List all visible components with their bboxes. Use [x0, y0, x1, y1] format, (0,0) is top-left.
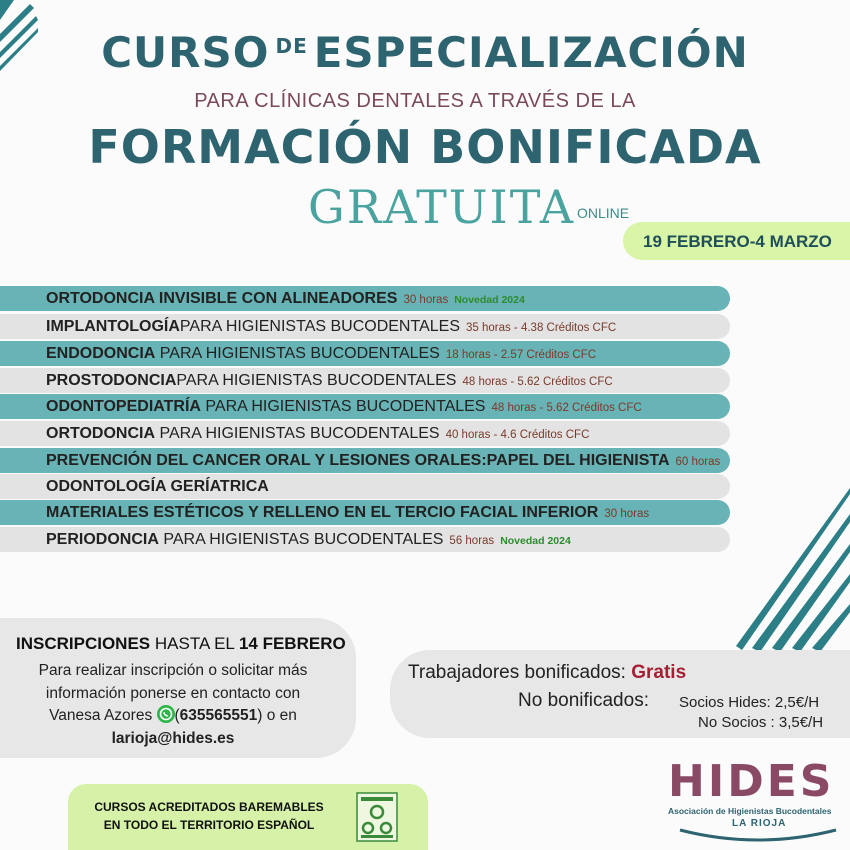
course-hours: 35 horas - 4.38 Créditos CFC [465, 322, 617, 334]
course-name: ODONTOLOGÍA GERÍATRICA [46, 478, 269, 495]
no-socios-price: No Socios : 3,5€/H [698, 714, 824, 731]
course-row [0, 286, 730, 311]
title-gratuita: GRATUITA [308, 180, 576, 234]
course-name: ORTODONCIA INVISIBLE CON ALINEADORES [46, 290, 398, 307]
title-especializacion: ESPECIALIZACIÓN [313, 28, 749, 77]
contact-phone[interactable]: 635565551 [179, 707, 258, 724]
course-hours: 56 horas [449, 535, 495, 547]
workers-price-line [408, 662, 686, 684]
course-hours: 60 horas [675, 456, 721, 468]
non-bonificados-label: No bonificados: [518, 690, 649, 711]
course-title [46, 504, 649, 522]
socios-price: Socios Hides: 2,5€/H [679, 694, 820, 711]
date-range: 19 FEBRERO-4 MARZO [643, 232, 832, 251]
course-row [0, 421, 730, 446]
course-row [0, 394, 730, 419]
inscriptions-heading [16, 634, 346, 654]
course-name: IMPLANTOLOGÍA [46, 318, 180, 335]
contact-or: o en [262, 707, 297, 724]
course-hours: 48 horas - 5.62 Créditos CFC [462, 376, 613, 388]
course-new-badge: Novedad 2024 [500, 535, 571, 547]
accredited-line-1: CURSOS ACREDITADOS BAREMABLES [94, 800, 324, 814]
course-audience: PARA HIGIENISTAS BUCODENTALES [158, 531, 444, 548]
course-audience: PARA HIGIENISTAS BUCODENTALES [179, 318, 460, 335]
workers-value: Gratis [631, 662, 687, 683]
inscriptions-line-1: Para realizar inscripción o solicitar más [38, 662, 308, 679]
inscriptions-line-2: información ponerse en contacto con [45, 684, 301, 702]
workers-label: Trabajadores bonificados: [408, 662, 632, 683]
accredited-line-2: EN TODO EL TERRITORIO ESPAÑOL [103, 818, 315, 832]
course-title [46, 425, 589, 443]
contact-email[interactable]: larioja@hides.es [111, 729, 235, 747]
course-name: ENDODONCIA [46, 345, 156, 362]
course-title [46, 531, 571, 549]
course-row [0, 500, 730, 525]
course-name: ODONTOPEDIATRÍA [46, 398, 201, 415]
course-name: PREVENCIÓN DEL CANCER ORAL Y LESIONES ORALES:PAPEL DEL HIGIENISTA [46, 452, 670, 469]
inscriptions-line-3: Vanesa Azores (635565551) o en [49, 707, 297, 724]
course-hours: 30 horas [403, 294, 449, 306]
course-title [46, 372, 613, 390]
subtitle: PARA CLÍNICAS DENTALES A TRAVÉS DE LA [194, 90, 636, 112]
course-title [46, 478, 269, 496]
course-title [46, 290, 525, 308]
course-row [0, 527, 730, 552]
course-audience: PARA HIGIENISTAS BUCODENTALES [200, 398, 486, 415]
hides-logo-swoosh [678, 826, 838, 844]
course-name: ORTODONCIA [46, 425, 156, 442]
course-row [0, 448, 730, 473]
course-title [46, 452, 720, 470]
course-name: MATERIALES ESTÉTICOS Y RELLENO EN EL TERCIO FACIAL INFERIOR [46, 504, 599, 521]
cfc-accreditation-logo [356, 792, 398, 842]
course-title [46, 345, 596, 363]
course-hours: 18 horas - 2.57 Créditos CFC [445, 349, 597, 361]
course-audience: PARA HIGIENISTAS BUCODENTALES [155, 425, 440, 442]
inscriptions-heading-b: HASTA EL [150, 634, 239, 653]
course-audience: PARA HIGIENISTAS BUCODENTALES [176, 372, 457, 389]
inscriptions-body [0, 660, 346, 750]
course-audience: PARA HIGIENISTAS BUCODENTALES [155, 345, 440, 362]
hides-logo-name: HIDES [668, 756, 835, 807]
course-hours: 40 horas - 4.6 Créditos CFC [445, 429, 590, 441]
course-name: PERIODONCIA [46, 531, 159, 548]
hides-logo-region: LA RIOJA [732, 818, 787, 829]
course-title [46, 318, 616, 336]
course-row [0, 341, 730, 366]
course-title [46, 398, 642, 416]
title-curso: CURSO [101, 28, 270, 77]
title-formacion-bonificada: FORMACIÓN BONIFICADA [88, 120, 762, 174]
course-row [0, 314, 730, 339]
contact-name: Vanesa Azores [49, 707, 157, 724]
title-de: DE [275, 34, 308, 58]
title-curso-de-especializacion [0, 28, 850, 77]
course-new-badge: Novedad 2024 [454, 294, 525, 306]
course-row [0, 474, 730, 499]
hides-logo [664, 756, 850, 846]
course-hours: 30 horas [604, 508, 650, 520]
inscriptions-heading-c: 14 FEBRERO [238, 634, 346, 653]
course-row [0, 368, 730, 393]
whatsapp-icon [157, 705, 175, 723]
accredited-text [74, 798, 344, 834]
online-label: ONLINE [577, 205, 630, 221]
inscriptions-heading-a: INSCRIPCIONES [16, 634, 151, 653]
course-name: PROSTODONCIA [46, 372, 177, 389]
hides-logo-tagline: Asociación de Higienistas Bucodentales [668, 806, 832, 816]
course-hours: 48 horas - 5.62 Créditos CFC [491, 402, 642, 414]
decorative-stripes-right [730, 480, 850, 660]
